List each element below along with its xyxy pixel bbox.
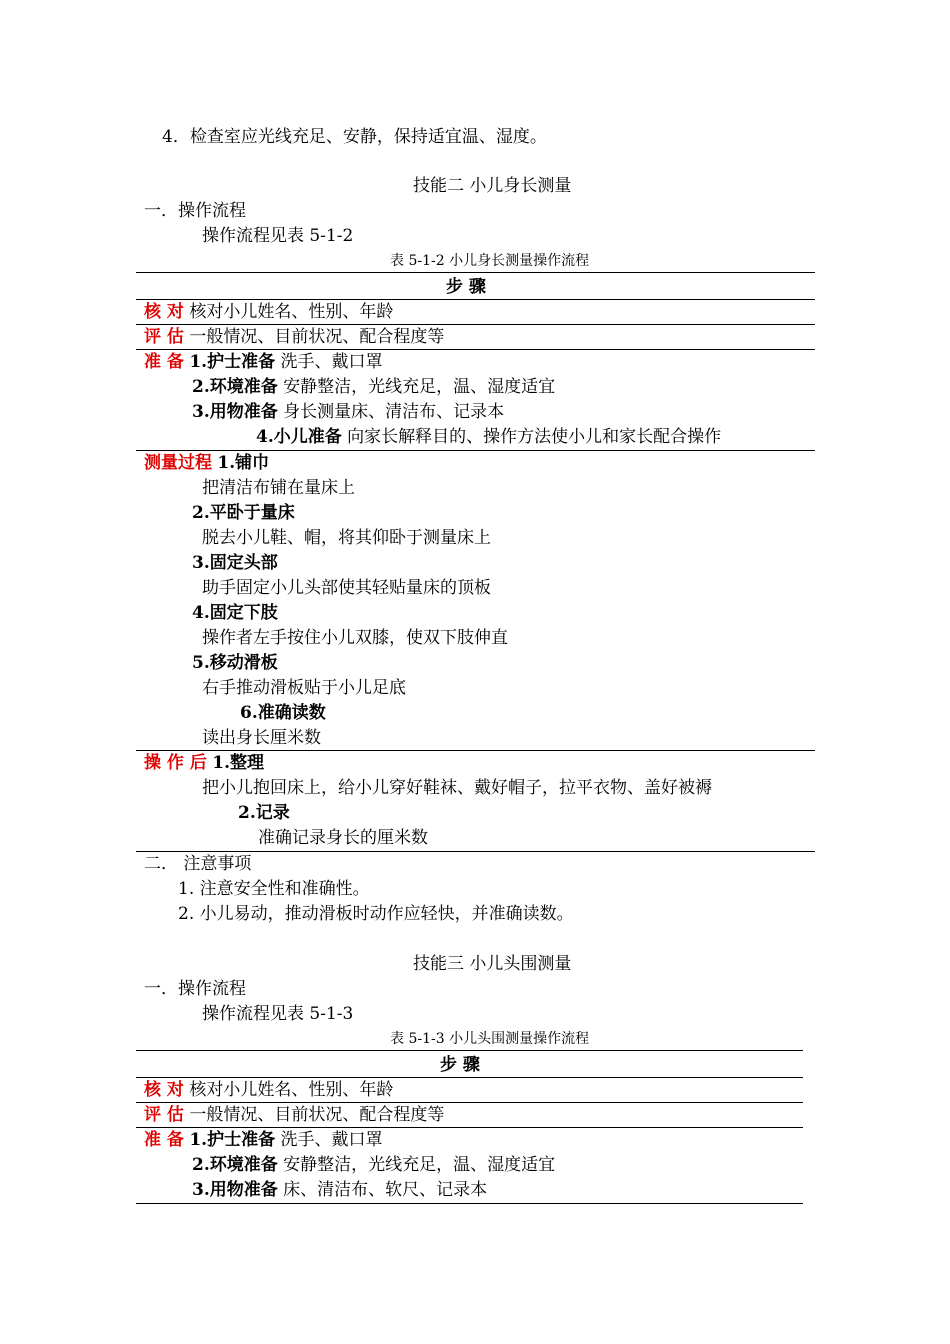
- skill2-title: 技能二 小儿身长测量: [413, 176, 572, 196]
- prep3-text: 床、清洁布、软尺、记录本: [283, 1180, 488, 1200]
- prep2-row: [192, 1155, 555, 1175]
- assess-label: 评 估: [144, 327, 184, 347]
- prep1-head: 1.护士准备: [189, 1130, 276, 1150]
- intro-item: 4．检查室应光线充足、安静，保持适宜温、湿度。: [162, 127, 547, 147]
- assess-label: 评 估: [144, 1105, 184, 1125]
- measure-label: 测量过程: [144, 453, 212, 473]
- prep2-text: 安静整洁，光线充足，温、湿度适宜: [283, 1155, 556, 1175]
- prep1-head: 1.护士准备: [189, 352, 276, 372]
- table-header: 步 骤: [440, 1055, 480, 1075]
- skill3-section1: 一．操作流程: [144, 979, 246, 999]
- prep-label: 准 备: [144, 1130, 184, 1150]
- m3-head: 3.固定头部: [192, 553, 278, 573]
- table-header: 步 骤: [446, 277, 486, 297]
- prep4-row: [256, 427, 721, 447]
- prep3-row: [192, 402, 504, 422]
- note-1: 1. 注意安全性和准确性。: [178, 879, 370, 899]
- table-rule: [136, 750, 815, 751]
- prep3-head: 3.用物准备: [192, 402, 278, 422]
- assess-text: 一般情况、目前状况、配合程度等: [189, 327, 445, 347]
- a2-head: 2.记录: [238, 803, 290, 823]
- table-rule: [136, 1203, 803, 1204]
- skill3-ref: 操作流程见表 5-1-3: [202, 1004, 354, 1024]
- prep4-head: 4.小儿准备: [256, 427, 342, 447]
- table-rule: [136, 1077, 803, 1078]
- skill2-ref: 操作流程见表 5-1-2: [202, 226, 354, 246]
- m4-head: 4.固定下肢: [192, 603, 278, 623]
- table-rule: [136, 299, 815, 300]
- prep1-text: 洗手、戴口罩: [280, 1130, 383, 1150]
- prep3-head: 3.用物准备: [192, 1180, 278, 1200]
- prep4-text: 向家长解释目的、操作方法使小儿和家长配合操作: [347, 427, 722, 447]
- verify-text: 核对小儿姓名、性别、年龄: [189, 302, 394, 322]
- table-rule: [136, 324, 815, 325]
- m1-head: 1.铺巾: [217, 453, 270, 473]
- table-rule: [136, 349, 815, 350]
- skill2-section1: 一．操作流程: [144, 201, 246, 221]
- verify-row: [144, 302, 393, 322]
- table-rule: [136, 851, 815, 852]
- verify-label: 核 对: [144, 1080, 184, 1100]
- skill3-caption: 表 5-1-3 小儿头围测量操作流程: [390, 1031, 590, 1047]
- m2-head: 2.平卧于量床: [192, 503, 295, 523]
- after-row: [144, 753, 264, 773]
- after-label: 操 作 后: [144, 753, 207, 773]
- a1-head: 1.整理: [212, 753, 264, 773]
- table-rule: [136, 450, 815, 451]
- prep1-text: 洗手、戴口罩: [280, 352, 383, 372]
- prep2-head: 2.环境准备: [192, 377, 278, 397]
- m6-head: 6.准确读数: [240, 703, 326, 723]
- table-rule: [136, 1050, 803, 1051]
- prep3-text: 身长测量床、清洁布、记录本: [283, 402, 505, 422]
- assess-text: 一般情况、目前状况、配合程度等: [189, 1105, 445, 1125]
- assess-row: [144, 1105, 444, 1125]
- skill3-title: 技能三 小儿头围测量: [413, 954, 572, 974]
- m5-text: 右手推动滑板贴于小儿足底: [202, 678, 406, 698]
- m5-head: 5.移动滑板: [192, 653, 278, 673]
- prep-row: [144, 1130, 382, 1150]
- prep2-text: 安静整洁，光线充足，温、湿度适宜: [283, 377, 556, 397]
- verify-row: [144, 1080, 393, 1100]
- prep2-head: 2.环境准备: [192, 1155, 278, 1175]
- prep-row: [144, 352, 382, 372]
- table-rule: [136, 1102, 803, 1103]
- verify-text: 核对小儿姓名、性别、年龄: [189, 1080, 394, 1100]
- prep-label: 准 备: [144, 352, 184, 372]
- assess-row: [144, 327, 444, 347]
- a1-text: 把小儿抱回床上，给小儿穿好鞋袜、戴好帽子，拉平衣物、盖好被褥: [202, 778, 712, 798]
- m2-text: 脱去小儿鞋、帽，将其仰卧于测量床上: [202, 528, 491, 548]
- m3-text: 助手固定小儿头部使其轻贴量床的顶板: [202, 578, 491, 598]
- m1-text: 把清洁布铺在量床上: [202, 478, 355, 498]
- prep3-row: [192, 1180, 487, 1200]
- measure-row: [144, 453, 269, 473]
- table-rule: [136, 272, 815, 273]
- a2-text: 准确记录身长的厘米数: [258, 828, 428, 848]
- note-2: 2. 小儿易动，推动滑板时动作应轻快，并准确读数。: [178, 904, 574, 924]
- prep2-row: [192, 377, 555, 397]
- table-rule: [136, 1127, 803, 1128]
- skill2-section2: 二． 注意事项: [144, 854, 252, 874]
- m6-text: 读出身长厘米数: [202, 728, 321, 748]
- m4-text: 操作者左手按住小儿双膝，使双下肢伸直: [202, 628, 508, 648]
- skill2-caption: 表 5-1-2 小儿身长测量操作流程: [390, 253, 590, 269]
- verify-label: 核 对: [144, 302, 184, 322]
